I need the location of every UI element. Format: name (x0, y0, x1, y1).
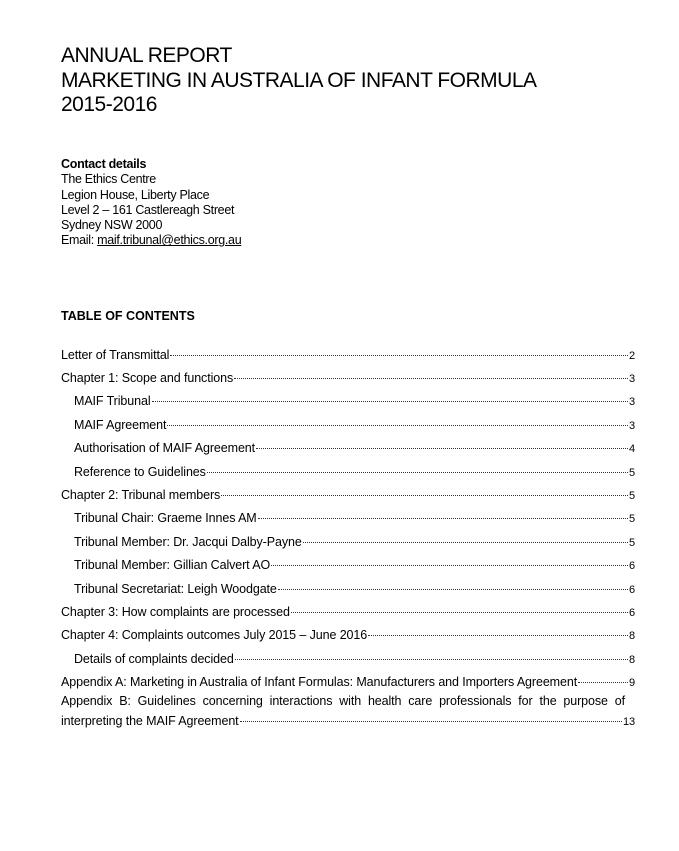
toc-entry-maif-tribunal[interactable] (74, 390, 635, 408)
toc-page-number: 5 (628, 513, 635, 525)
toc-page-number: 3 (628, 396, 635, 408)
toc-entry-label: Chapter 3: How complaints are processed (61, 605, 290, 619)
toc-entry-label: Chapter 1: Scope and functions (61, 371, 234, 385)
contact-line: Level 2 – 161 Castlereagh Street (61, 202, 235, 217)
toc-entry-label: Chapter 2: Tribunal members (61, 488, 221, 502)
report-title-line: 2015-2016 (61, 93, 157, 116)
toc-entry-label: interpreting the MAIF Agreement (61, 714, 239, 728)
toc-entry-chapter-3[interactable] (61, 601, 635, 619)
toc-entry-label: MAIF Tribunal (74, 394, 151, 408)
toc-page-number: 5 (628, 467, 635, 479)
toc-entry-tribunal-chair[interactable] (74, 507, 635, 525)
toc-entry-maif-agreement[interactable] (74, 414, 635, 432)
toc-page-number: 13 (622, 716, 635, 728)
toc-leader-dots (291, 601, 628, 616)
toc-page-number: 6 (628, 560, 635, 572)
toc-entry-label-continued (61, 710, 635, 728)
email-label: Email: (61, 233, 98, 248)
toc-leader-dots (303, 531, 628, 546)
toc-leader-dots (152, 390, 628, 405)
toc-entry-details-complaints[interactable] (74, 648, 635, 666)
toc-leader-dots (207, 461, 628, 476)
email-link[interactable]: maif.tribunal@ethics.org.au (97, 233, 242, 248)
toc-leader-dots (234, 367, 628, 382)
toc-entry-chapter-2[interactable] (61, 484, 635, 502)
toc-page-number: 3 (628, 420, 635, 432)
toc-leader-dots (240, 710, 622, 725)
toc-entry-label: Chapter 4: Complaints outcomes July 2015 – June 2016 (61, 628, 368, 642)
contact-line: Legion House, Liberty Place (61, 187, 210, 202)
toc-entry-appendix-a[interactable] (61, 671, 635, 689)
toc-entry-label: Tribunal Chair: Graeme Innes AM (74, 511, 257, 525)
toc-entry-appendix-b[interactable] (61, 694, 635, 728)
toc-entry-label: Reference to Guidelines (74, 465, 206, 479)
toc-leader-dots (368, 624, 628, 639)
toc-leader-dots (258, 507, 628, 522)
toc-heading: TABLE OF CONTENTS (61, 309, 195, 323)
toc-page-number: 6 (628, 607, 635, 619)
toc-page-number: 6 (628, 584, 635, 596)
toc-page-number: 9 (628, 677, 635, 689)
toc-leader-dots (278, 578, 628, 593)
contact-email-row (61, 233, 241, 248)
report-title-line: ANNUAL REPORT (61, 44, 232, 67)
toc-entry-reference-guidelines[interactable] (74, 461, 635, 479)
toc-page-number: 5 (628, 490, 635, 502)
toc-entry-chapter-1[interactable] (61, 367, 635, 385)
toc-entry-chapter-4[interactable] (61, 624, 635, 642)
toc-leader-dots (170, 344, 628, 359)
toc-leader-dots (235, 648, 628, 663)
toc-entry-label: Appendix B: Guidelines concerning interactions with health care professionals for the purpose of (61, 694, 625, 708)
toc-entry-tribunal-member-calvert[interactable] (74, 554, 635, 572)
toc-entry-label: Appendix A: Marketing in Australia of Infant Formulas: Manufacturers and Importers Agreement (61, 675, 578, 689)
toc-leader-dots (578, 671, 628, 686)
report-title-line: MARKETING IN AUSTRALIA OF INFANT FORMULA (61, 68, 537, 92)
contact-details (61, 157, 241, 249)
toc-entry-tribunal-secretariat[interactable] (74, 578, 635, 596)
toc-leader-dots (167, 414, 628, 429)
toc-page-number: 3 (628, 373, 635, 385)
toc-leader-dots (271, 554, 628, 569)
toc-page-number: 8 (628, 630, 635, 642)
toc-entry-label: Letter of Transmittal (61, 348, 170, 362)
contact-heading: Contact details (61, 157, 147, 171)
toc-page-number: 5 (628, 537, 635, 549)
toc-entry-authorisation[interactable] (74, 437, 635, 455)
toc-entry-label: Tribunal Member: Gillian Calvert AO (74, 558, 271, 572)
toc-page-number: 8 (628, 654, 635, 666)
toc-entry-letter-of-transmittal[interactable] (61, 344, 635, 362)
toc-entry-label: Details of complaints decided (74, 652, 234, 666)
toc-page-number: 2 (628, 350, 635, 362)
toc-entry-label: Tribunal Member: Dr. Jacqui Dalby-Payne (74, 535, 302, 549)
toc-entry-tribunal-member-dalby-payne[interactable] (74, 531, 635, 549)
toc-leader-dots (256, 437, 628, 452)
toc-entry-label: Tribunal Secretariat: Leigh Woodgate (74, 582, 277, 596)
toc-entry-label: MAIF Agreement (74, 418, 167, 432)
toc-page-number: 4 (628, 443, 635, 455)
contact-line: The Ethics Centre (61, 172, 156, 187)
toc-entry-label: Authorisation of MAIF Agreement (74, 441, 256, 455)
contact-line: Sydney NSW 2000 (61, 218, 163, 233)
toc-leader-dots (221, 484, 628, 499)
report-title (61, 44, 537, 118)
